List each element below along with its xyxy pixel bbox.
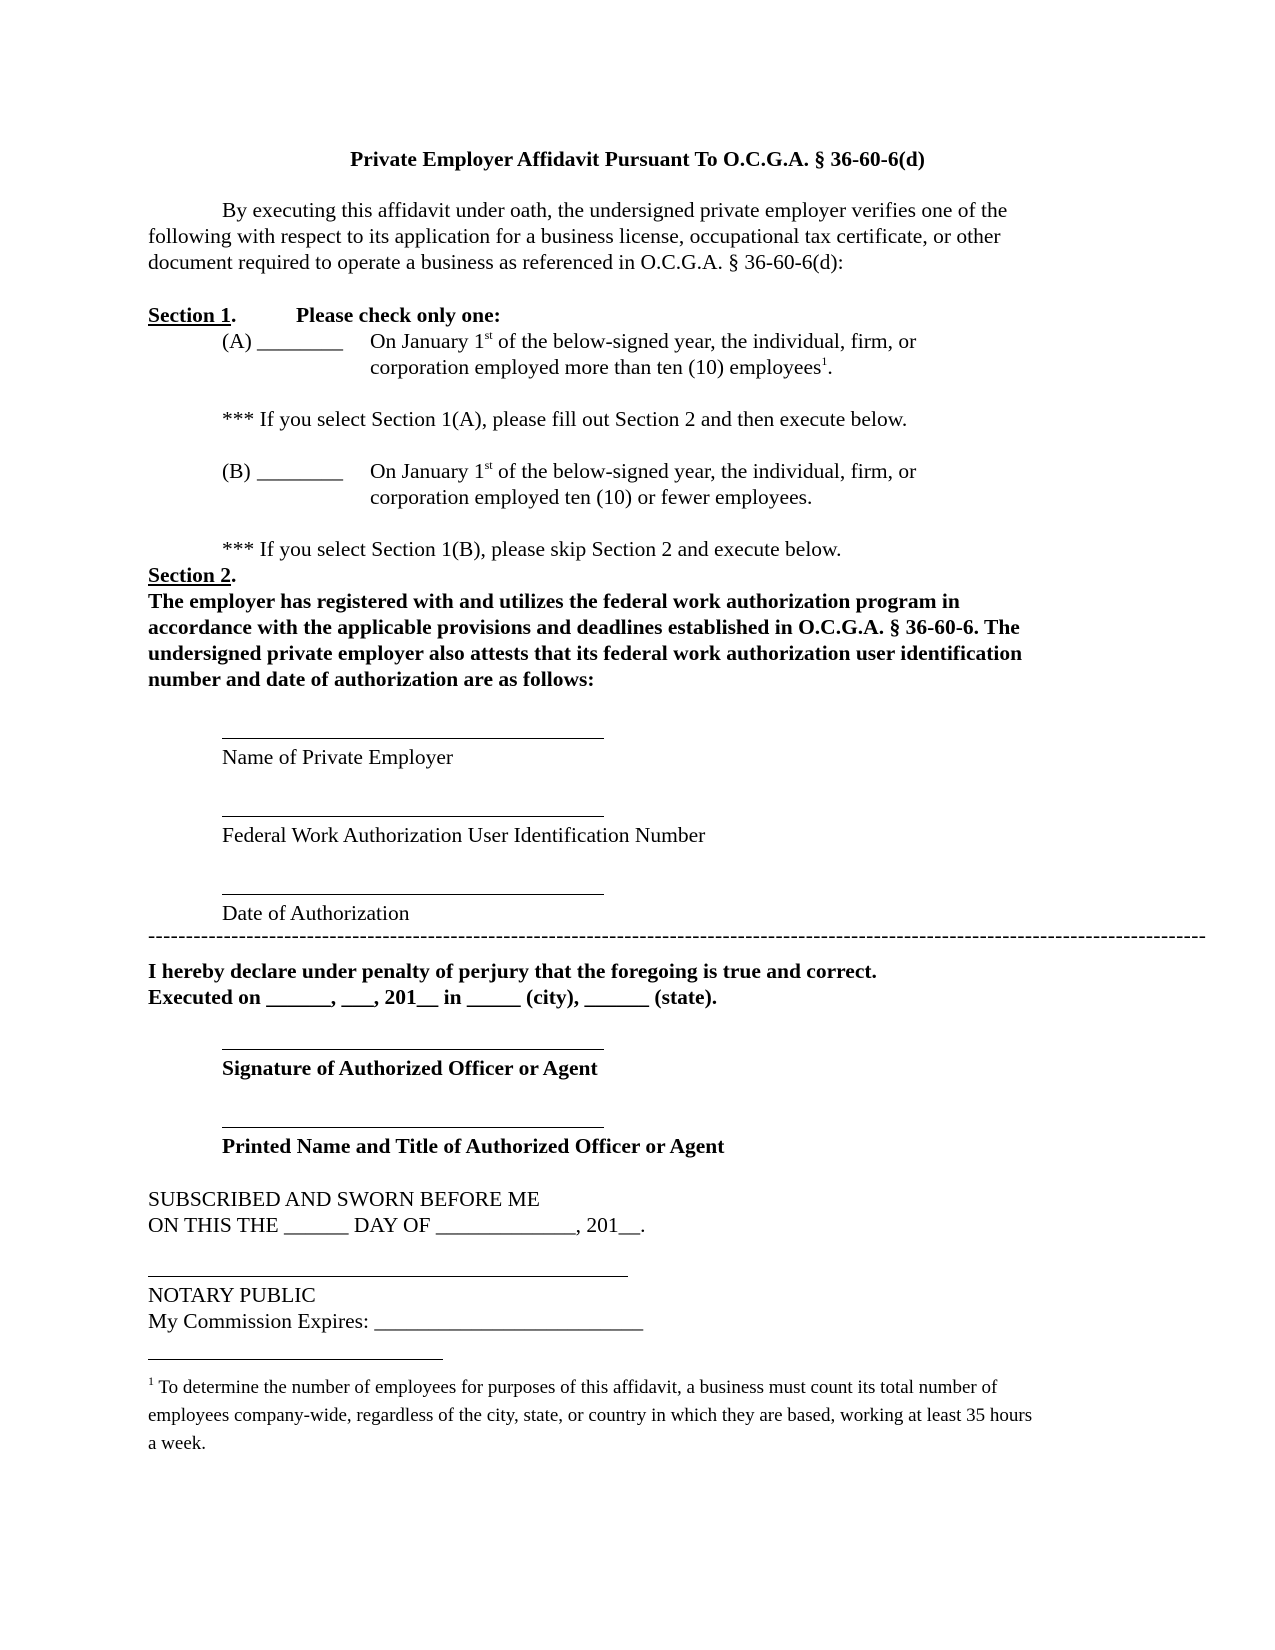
footnote-line: employees company-wide, regardless of the city, state, or country in which they are based, working at least 35 hours [148,1405,1033,1426]
section2-heading: Section 2. [148,563,237,587]
field-label: Federal Work Authorization User Identification Number [222,823,706,847]
option-a-note: *** If you select Section 1(A), please fill out Section 2 and then execute below. [222,407,908,431]
user-id-line[interactable] [222,816,604,817]
footnote-line: $^1$ To determine the number of employees for purposes of this affidavit, a business must count its total number of [148,1373,998,1398]
declaration-line: I hereby declare under penalty of perjury that the foregoing is true and correct. [148,959,877,983]
section2-body-line: number and date of authorization are as follows: [148,667,595,691]
commission-expires: My Commission Expires: _________________________ [148,1309,644,1333]
section1-heading: Section 1. [148,303,237,327]
intro-line: following with respect to its application for a business license, occupational tax certificate, or other [148,224,1001,248]
dashed-divider: -------------------------------------------------------------------------------------------------------------------------------------------- [148,923,1207,947]
intro-line: document required to operate a business as referenced in O.C.G.A. § 36-60-6(d): [148,250,844,274]
employer-name-line[interactable] [222,738,604,739]
section2-body-line: accordance with the applicable provisions and deadlines established in O.C.G.A. § 36-60-6. The [148,615,1020,639]
signature-label: Signature of Authorized Officer or Agent [222,1056,598,1080]
executed-line: Executed on ______, ___, 201__ in _____ (city), ______ (state). [148,985,718,1009]
footnote-separator [148,1359,443,1360]
notary-public-label: NOTARY PUBLIC [148,1283,316,1307]
field-label: Name of Private Employer [222,745,454,769]
section1-instruction: Please check only one: [296,303,501,327]
notary-sworn-line: SUBSCRIBED AND SWORN BEFORE ME [148,1187,540,1211]
option-b-label: (B) [222,459,251,483]
notary-signature-line[interactable] [148,1276,628,1277]
notary-date-line: ON THIS THE ______ DAY OF _____________, 201__. [148,1213,646,1237]
printed-name-line[interactable] [222,1127,604,1128]
footnote-ref: 1 [821,353,828,368]
field-label: Date of Authorization [222,901,410,925]
option-a-checkbox-blank[interactable]: ________ [257,329,343,353]
printed-name-label: Printed Name and Title of Authorized Officer or Agent [222,1134,725,1158]
intro-line: By executing this affidavit under oath, the undersigned private employer verifies one of the [222,198,1008,222]
footnote-marker: 1 [148,1373,154,1388]
document-title: Private Employer Affidavit Pursuant To O.C.G.A. § 36-60-6(d) [350,147,925,171]
footnote-line: a week. [148,1433,207,1454]
section2-body-line: undersigned private employer also attests that its federal work authorization user identification [148,641,1023,665]
option-b-note: *** If you select Section 1(B), please skip Section 2 and execute below. [222,537,842,561]
option-b-checkbox-blank[interactable]: ________ [257,459,343,483]
option-b-text-line: On January 1st of the below-signed year, the individual, firm, or [370,457,917,483]
option-a-text-line: On January 1st of the below-signed year, the individual, firm, or [370,327,917,353]
authorization-date-line[interactable] [222,894,604,895]
option-a-label: (A) [222,329,252,353]
option-a-text-line: corporation employed more than ten (10) employees$^1$. [370,353,833,379]
signature-line[interactable] [222,1049,604,1050]
section2-body-line: The employer has registered with and utilizes the federal work authorization program in [148,589,960,613]
option-b-text-line: corporation employed ten (10) or fewer employees. [370,485,813,509]
